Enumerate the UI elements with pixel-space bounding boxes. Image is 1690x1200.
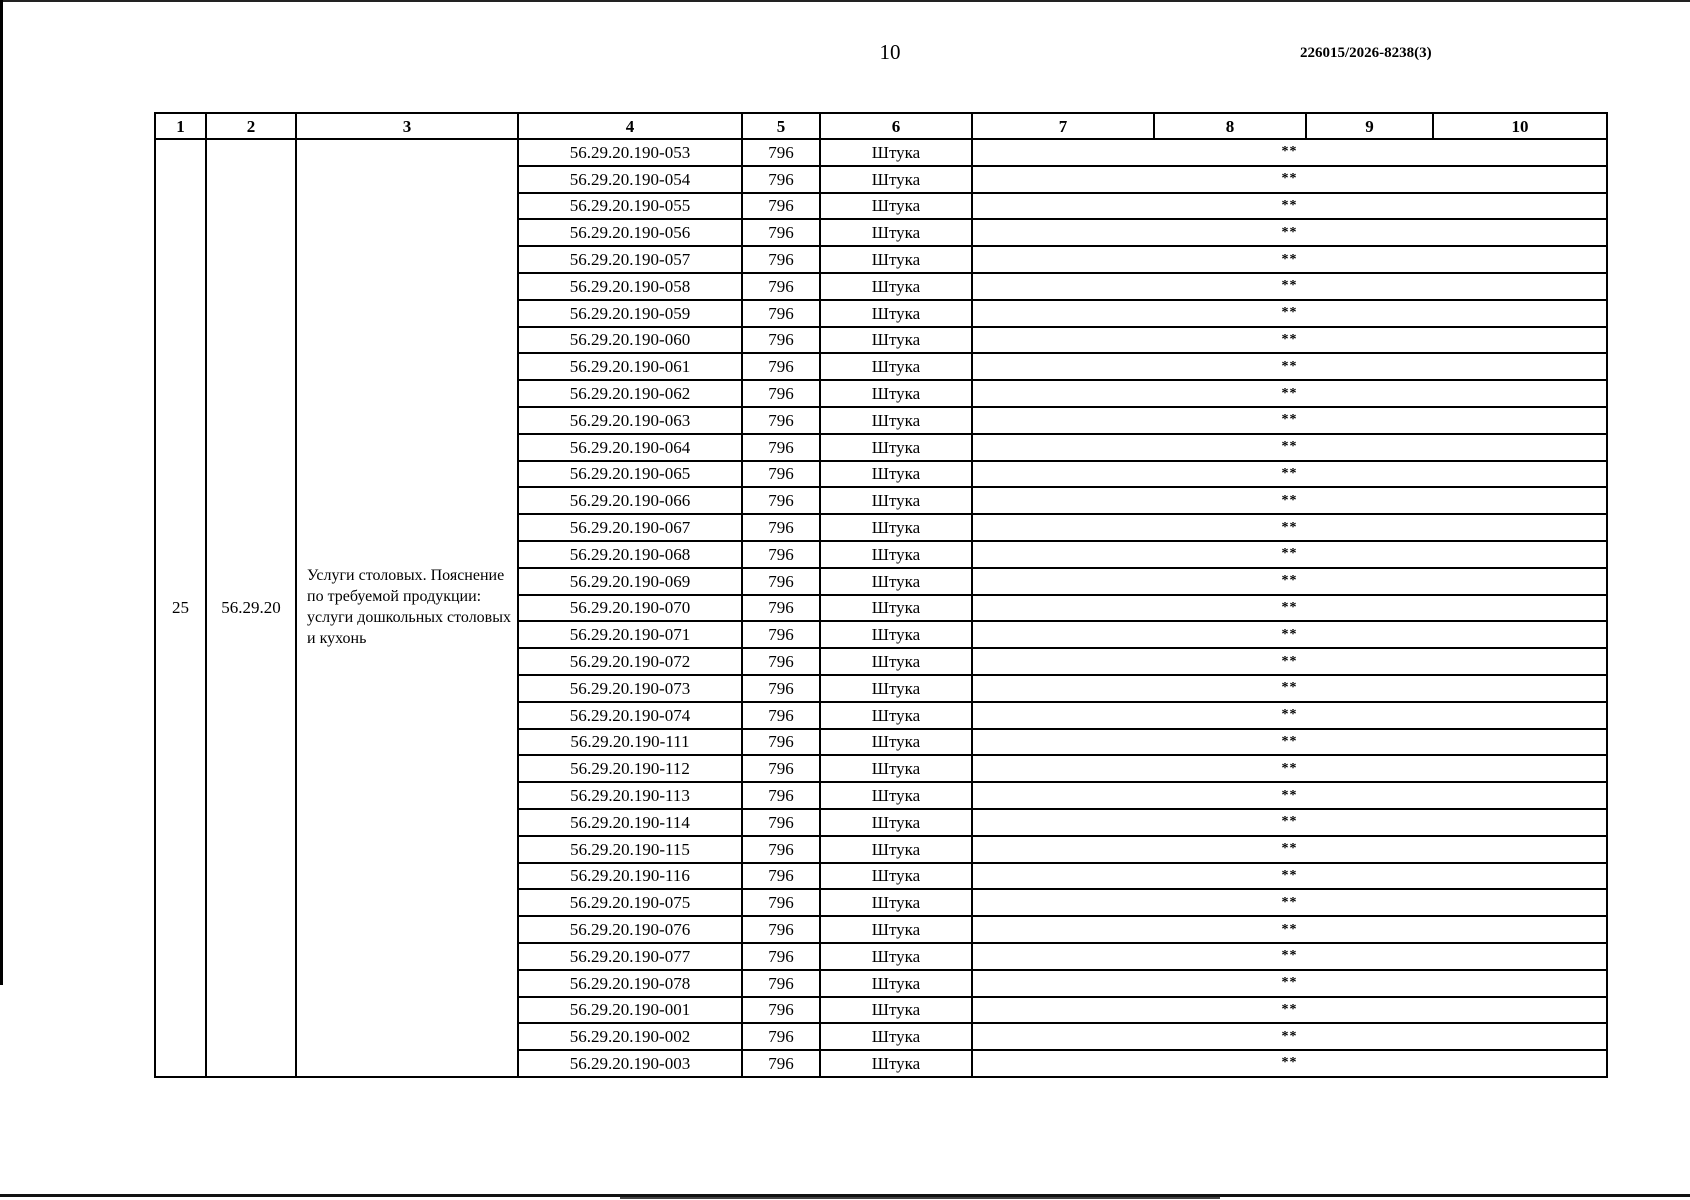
okei-code-cell: 796 [742, 970, 820, 997]
mark-cell: ** [972, 809, 1607, 836]
item-code-cell: 56.29.20.190-076 [518, 916, 742, 943]
unit-cell: Штука [820, 755, 972, 782]
unit-cell: Штука [820, 943, 972, 970]
okei-code-cell: 796 [742, 407, 820, 434]
item-code-cell: 56.29.20.190-116 [518, 863, 742, 890]
mark-cell: ** [972, 353, 1607, 380]
item-code-cell: 56.29.20.190-113 [518, 782, 742, 809]
okei-code-cell: 796 [742, 648, 820, 675]
item-code-cell: 56.29.20.190-055 [518, 193, 742, 220]
mark-cell: ** [972, 782, 1607, 809]
okei-code-cell: 796 [742, 300, 820, 327]
item-code-cell: 56.29.20.190-074 [518, 702, 742, 729]
unit-cell: Штука [820, 487, 972, 514]
mark-cell: ** [972, 541, 1607, 568]
mark-cell: ** [972, 595, 1607, 622]
mark-cell: ** [972, 273, 1607, 300]
item-code-cell: 56.29.20.190-064 [518, 434, 742, 461]
okei-code-cell: 796 [742, 219, 820, 246]
unit-cell: Штука [820, 702, 972, 729]
item-code-cell: 56.29.20.190-062 [518, 380, 742, 407]
okei-code-cell: 796 [742, 166, 820, 193]
okei-code-cell: 796 [742, 916, 820, 943]
okei-code-cell: 796 [742, 675, 820, 702]
unit-cell: Штука [820, 997, 972, 1024]
item-code-cell: 56.29.20.190-060 [518, 327, 742, 354]
header-col-3: 3 [296, 113, 518, 139]
unit-cell: Штука [820, 1023, 972, 1050]
mark-cell: ** [972, 889, 1607, 916]
header-col-6: 6 [820, 113, 972, 139]
okei-code-cell: 796 [742, 1023, 820, 1050]
mark-cell: ** [972, 970, 1607, 997]
item-code-cell: 56.29.20.190-061 [518, 353, 742, 380]
mark-cell: ** [972, 863, 1607, 890]
okei-code-cell: 796 [742, 943, 820, 970]
okei-code-cell: 796 [742, 889, 820, 916]
item-code-cell: 56.29.20.190-054 [518, 166, 742, 193]
unit-cell: Штука [820, 166, 972, 193]
okei-code-cell: 796 [742, 836, 820, 863]
header-row [155, 113, 1607, 139]
unit-cell: Штука [820, 809, 972, 836]
mark-cell: ** [972, 380, 1607, 407]
okei-code-cell: 796 [742, 273, 820, 300]
unit-cell: Штука [820, 729, 972, 756]
unit-cell: Штука [820, 380, 972, 407]
okei-code-cell: 796 [742, 729, 820, 756]
mark-cell: ** [972, 166, 1607, 193]
table-row [155, 139, 1607, 166]
mark-cell: ** [972, 675, 1607, 702]
procurement-table [154, 112, 1608, 1078]
okei-code-cell: 796 [742, 595, 820, 622]
item-code-cell: 56.29.20.190-070 [518, 595, 742, 622]
mark-cell: ** [972, 1023, 1607, 1050]
okei-code-cell: 796 [742, 863, 820, 890]
item-code-cell: 56.29.20.190-075 [518, 889, 742, 916]
mark-cell: ** [972, 1050, 1607, 1077]
scan-edge-bottom-mark [620, 1197, 1220, 1199]
header-col-7: 7 [972, 113, 1154, 139]
okei-code-cell: 796 [742, 327, 820, 354]
unit-cell: Штука [820, 782, 972, 809]
header-col-2: 2 [206, 113, 296, 139]
mark-cell: ** [972, 219, 1607, 246]
unit-cell: Штука [820, 541, 972, 568]
unit-cell: Штука [820, 648, 972, 675]
unit-cell: Штука [820, 514, 972, 541]
okei-code-cell: 796 [742, 1050, 820, 1077]
item-code-cell: 56.29.20.190-112 [518, 755, 742, 782]
unit-cell: Штука [820, 568, 972, 595]
unit-cell: Штука [820, 970, 972, 997]
unit-cell: Штука [820, 1050, 972, 1077]
unit-cell: Штука [820, 889, 972, 916]
unit-cell: Штука [820, 407, 972, 434]
group-description-cell: Услуги столовых. Пояснение по требуемой продукции: услуги дошкольных столовых и кухонь [296, 139, 518, 1077]
mark-cell: ** [972, 621, 1607, 648]
header-col-10: 10 [1433, 113, 1607, 139]
okei-code-cell: 796 [742, 461, 820, 488]
item-code-cell: 56.29.20.190-066 [518, 487, 742, 514]
mark-cell: ** [972, 407, 1607, 434]
mark-cell: ** [972, 434, 1607, 461]
item-code-cell: 56.29.20.190-114 [518, 809, 742, 836]
group-number-cell: 25 [155, 139, 206, 1077]
okei-code-cell: 796 [742, 246, 820, 273]
okei-code-cell: 796 [742, 755, 820, 782]
mark-cell: ** [972, 461, 1607, 488]
okei-code-cell: 796 [742, 487, 820, 514]
item-code-cell: 56.29.20.190-068 [518, 541, 742, 568]
item-code-cell: 56.29.20.190-058 [518, 273, 742, 300]
mark-cell: ** [972, 702, 1607, 729]
page-number: 10 [879, 40, 901, 64]
item-code-cell: 56.29.20.190-067 [518, 514, 742, 541]
header-col-9: 9 [1306, 113, 1433, 139]
unit-cell: Штука [820, 219, 972, 246]
item-code-cell: 56.29.20.190-065 [518, 461, 742, 488]
unit-cell: Штука [820, 675, 972, 702]
unit-cell: Штука [820, 434, 972, 461]
mark-cell: ** [972, 139, 1607, 166]
mark-cell: ** [972, 997, 1607, 1024]
mark-cell: ** [972, 193, 1607, 220]
mark-cell: ** [972, 916, 1607, 943]
unit-cell: Штука [820, 621, 972, 648]
okei-code-cell: 796 [742, 380, 820, 407]
okei-code-cell: 796 [742, 997, 820, 1024]
item-code-cell: 56.29.20.190-002 [518, 1023, 742, 1050]
okei-code-cell: 796 [742, 139, 820, 166]
item-code-cell: 56.29.20.190-071 [518, 621, 742, 648]
item-code-cell: 56.29.20.190-063 [518, 407, 742, 434]
item-code-cell: 56.29.20.190-115 [518, 836, 742, 863]
item-code-cell: 56.29.20.190-111 [518, 729, 742, 756]
item-code-cell: 56.29.20.190-077 [518, 943, 742, 970]
unit-cell: Штука [820, 863, 972, 890]
document-reference: 226015/2026-8238(3) [1300, 45, 1432, 61]
item-code-cell: 56.29.20.190-056 [518, 219, 742, 246]
unit-cell: Штука [820, 461, 972, 488]
unit-cell: Штука [820, 300, 972, 327]
unit-cell: Штука [820, 353, 972, 380]
okei-code-cell: 796 [742, 353, 820, 380]
mark-cell: ** [972, 568, 1607, 595]
header-col-1: 1 [155, 113, 206, 139]
unit-cell: Штука [820, 246, 972, 273]
item-code-cell: 56.29.20.190-001 [518, 997, 742, 1024]
okei-code-cell: 796 [742, 568, 820, 595]
item-code-cell: 56.29.20.190-073 [518, 675, 742, 702]
unit-cell: Штука [820, 595, 972, 622]
mark-cell: ** [972, 300, 1607, 327]
unit-cell: Штука [820, 836, 972, 863]
mark-cell: ** [972, 648, 1607, 675]
mark-cell: ** [972, 327, 1607, 354]
table-body [155, 139, 1607, 1077]
item-code-cell: 56.29.20.190-003 [518, 1050, 742, 1077]
mark-cell: ** [972, 729, 1607, 756]
scan-edge-top [0, 0, 1690, 2]
mark-cell: ** [972, 514, 1607, 541]
mark-cell: ** [972, 246, 1607, 273]
okei-code-cell: 796 [742, 193, 820, 220]
mark-cell: ** [972, 943, 1607, 970]
item-code-cell: 56.29.20.190-069 [518, 568, 742, 595]
unit-cell: Штука [820, 327, 972, 354]
header-col-8: 8 [1154, 113, 1306, 139]
okei-code-cell: 796 [742, 702, 820, 729]
okei-code-cell: 796 [742, 809, 820, 836]
mark-cell: ** [972, 755, 1607, 782]
mark-cell: ** [972, 487, 1607, 514]
mark-cell: ** [972, 836, 1607, 863]
unit-cell: Штука [820, 916, 972, 943]
group-okpd-code-cell: 56.29.20 [206, 139, 296, 1077]
scan-edge-left [0, 0, 3, 985]
item-code-cell: 56.29.20.190-053 [518, 139, 742, 166]
item-code-cell: 56.29.20.190-072 [518, 648, 742, 675]
header-col-5: 5 [742, 113, 820, 139]
unit-cell: Штука [820, 273, 972, 300]
okei-code-cell: 796 [742, 541, 820, 568]
item-code-cell: 56.29.20.190-057 [518, 246, 742, 273]
item-code-cell: 56.29.20.190-078 [518, 970, 742, 997]
okei-code-cell: 796 [742, 782, 820, 809]
unit-cell: Штука [820, 193, 972, 220]
okei-code-cell: 796 [742, 434, 820, 461]
item-code-cell: 56.29.20.190-059 [518, 300, 742, 327]
okei-code-cell: 796 [742, 514, 820, 541]
header-col-4: 4 [518, 113, 742, 139]
unit-cell: Штука [820, 139, 972, 166]
okei-code-cell: 796 [742, 621, 820, 648]
